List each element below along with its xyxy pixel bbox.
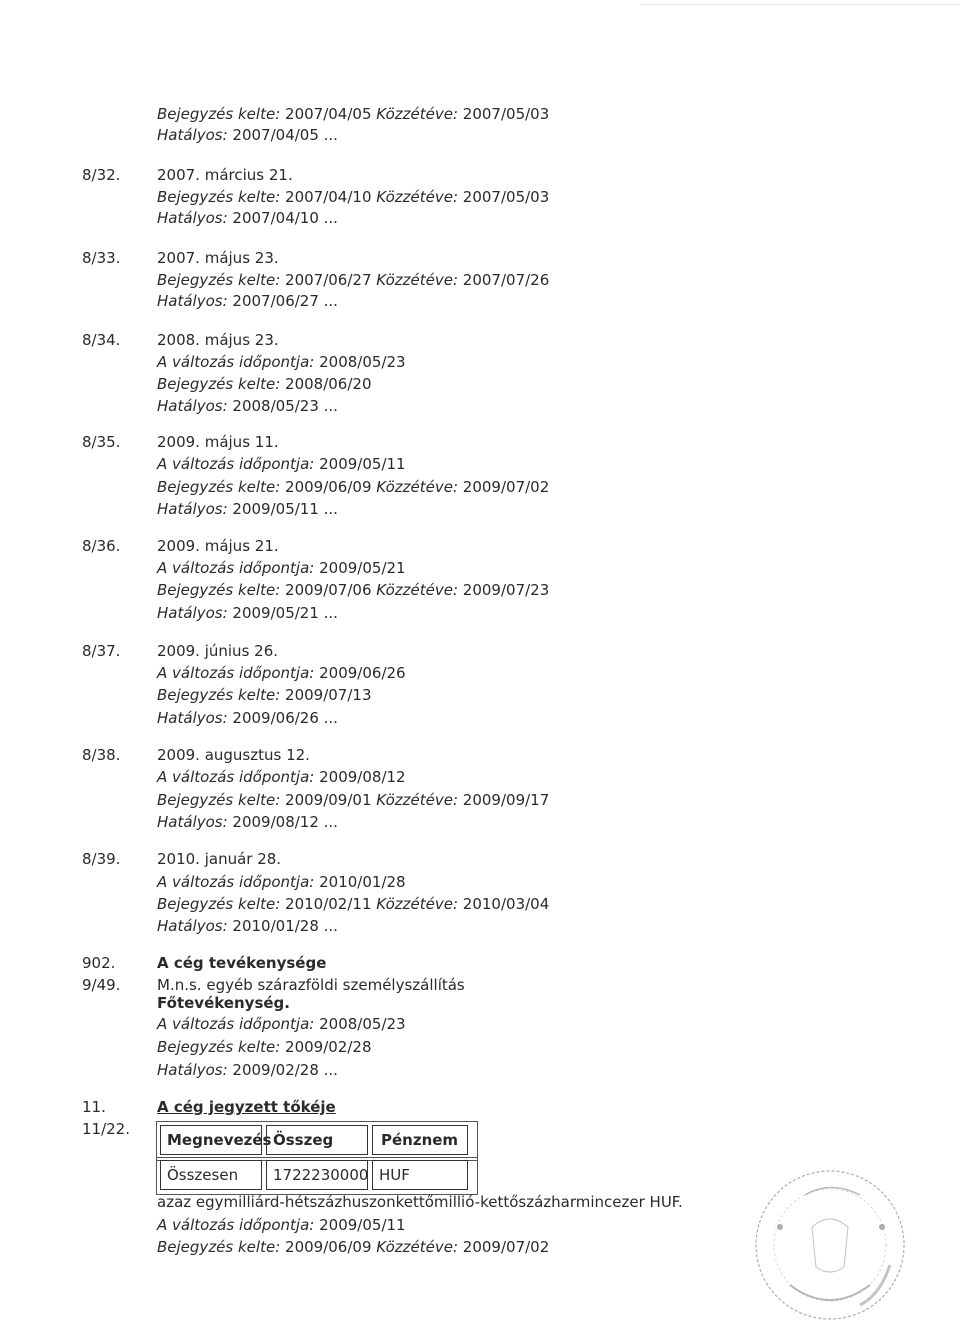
label: Bejegyzés kelte: xyxy=(157,1038,281,1056)
value: 2009/07/13 xyxy=(285,686,372,704)
effective-line xyxy=(157,916,338,936)
label: Hatályos: xyxy=(157,917,228,935)
label: Közzétéve: xyxy=(376,581,459,599)
registration-line xyxy=(157,790,549,810)
label: Bejegyzés kelte: xyxy=(157,581,281,599)
label: Közzétéve: xyxy=(376,188,459,206)
activity-text: M.n.s. egyéb szárazföldi személyszállítás xyxy=(157,976,465,994)
registration-line xyxy=(157,685,372,705)
label: A változás időpontja: xyxy=(157,559,315,577)
value: 2009/07/02 xyxy=(462,1238,550,1256)
table-cell: 1722230000 xyxy=(266,1160,368,1190)
effective-line xyxy=(157,603,338,623)
entry-number: 8/33. xyxy=(82,249,121,267)
value: 2009/05/21 xyxy=(319,559,406,577)
entry-date: 2009. augusztus 12. xyxy=(157,746,310,764)
value: 2008/05/23 ... xyxy=(232,397,338,415)
value: 2009/09/17 xyxy=(462,791,550,809)
label: Közzétéve: xyxy=(376,1238,459,1256)
value: 2010/02/11 xyxy=(285,895,372,913)
intro-effective-line xyxy=(157,125,338,145)
value: 2007/04/05 ... xyxy=(232,126,338,144)
label: Közzétéve: xyxy=(376,791,459,809)
change-line xyxy=(157,352,406,372)
registration-line xyxy=(157,1237,549,1257)
value: 2009/07/06 xyxy=(285,581,372,599)
label: Bejegyzés kelte: xyxy=(157,686,281,704)
change-line xyxy=(157,767,406,787)
label: A változás időpontja: xyxy=(157,768,315,786)
entry-number: 8/36. xyxy=(82,537,121,555)
entry-date: 2007. május 23. xyxy=(157,249,279,267)
value: 2009/09/01 xyxy=(285,791,372,809)
label: Hatályos: xyxy=(157,397,228,415)
value: 2009/05/11 xyxy=(319,455,406,473)
value: 2007/05/03 xyxy=(462,188,550,206)
intro-registration-line xyxy=(157,104,549,124)
label: Hatályos: xyxy=(157,709,228,727)
label: Közzétéve: xyxy=(376,105,459,123)
value: 2009/08/12 ... xyxy=(232,813,338,831)
label: Bejegyzés kelte: xyxy=(157,375,281,393)
entry-number: 8/39. xyxy=(82,850,121,868)
registration-line xyxy=(157,374,372,394)
value: 2008/05/23 xyxy=(319,353,406,371)
label: Hatályos: xyxy=(157,292,228,310)
registration-line xyxy=(157,270,549,290)
entry-number: 8/35. xyxy=(82,433,121,451)
value: 2009/05/21 ... xyxy=(232,604,338,622)
table-cell: Összesen xyxy=(160,1160,262,1190)
effective-line xyxy=(157,291,338,311)
capital-table-row xyxy=(160,1160,472,1190)
label: A változás időpontja: xyxy=(157,873,315,891)
label: Bejegyzés kelte: xyxy=(157,105,281,123)
value: 2008/05/23 xyxy=(319,1015,406,1033)
label: Hatályos: xyxy=(157,500,228,518)
value: 2009/06/09 xyxy=(285,478,372,496)
entry-date: 2009. május 11. xyxy=(157,433,279,451)
registration-line xyxy=(157,1037,372,1057)
registration-line xyxy=(157,477,549,497)
entry-date: 2009. június 26. xyxy=(157,642,279,660)
value: 2009/05/11 xyxy=(319,1216,406,1234)
effective-line xyxy=(157,396,338,416)
label: Bejegyzés kelte: xyxy=(157,271,281,289)
section-number: 11. xyxy=(82,1098,106,1116)
registration-line xyxy=(157,187,549,207)
label: A változás időpontja: xyxy=(157,664,315,682)
value: 2010/03/04 xyxy=(462,895,550,913)
label: Bejegyzés kelte: xyxy=(157,1238,281,1256)
label: A változás időpontja: xyxy=(157,455,315,473)
entry-date: 2008. május 23. xyxy=(157,331,279,349)
value: 2007/04/05 xyxy=(285,105,372,123)
change-line xyxy=(157,558,406,578)
value: 2009/08/12 xyxy=(319,768,406,786)
entry-number: 8/32. xyxy=(82,166,121,184)
value: 2008/06/20 xyxy=(285,375,372,393)
section-number: 902. xyxy=(82,954,116,972)
value: 2010/01/28 ... xyxy=(232,917,338,935)
value: 2009/07/23 xyxy=(462,581,550,599)
entry-number: 9/49. xyxy=(82,976,121,994)
value: 2007/07/26 xyxy=(462,271,550,289)
label: Hatályos: xyxy=(157,209,228,227)
label: Közzétéve: xyxy=(376,478,459,496)
effective-line xyxy=(157,499,338,519)
column-header: Összeg xyxy=(266,1125,368,1155)
value: 2007/05/03 xyxy=(462,105,550,123)
column-header: Pénznem xyxy=(372,1125,468,1155)
label: A változás időpontja: xyxy=(157,353,315,371)
section-title: A cég tevékenysége xyxy=(157,954,327,972)
effective-line xyxy=(157,208,338,228)
label: A változás időpontja: xyxy=(157,1015,315,1033)
notary-stamp-icon xyxy=(750,1165,910,1325)
table-cell: HUF xyxy=(372,1160,468,1190)
entry-number: 11/22. xyxy=(82,1120,130,1138)
label: Hatályos: xyxy=(157,813,228,831)
label: Hatályos: xyxy=(157,1061,228,1079)
value: 2007/04/10 ... xyxy=(232,209,338,227)
section-title: A cég jegyzett tőkéje xyxy=(157,1098,336,1116)
registration-line xyxy=(157,894,549,914)
entry-number: 8/38. xyxy=(82,746,121,764)
capital-in-words: azaz egymilliárd-hétszázhuszonkettőmillió-kettőszázharmincezer HUF. xyxy=(157,1193,683,1211)
change-line xyxy=(157,1215,406,1235)
entry-date: 2010. január 28. xyxy=(157,850,282,868)
entry-date: 2007. március 21. xyxy=(157,166,293,184)
registration-line xyxy=(157,580,549,600)
label: Bejegyzés kelte: xyxy=(157,791,281,809)
column-header: Megnevezés xyxy=(160,1125,262,1155)
capital-table-header xyxy=(160,1125,472,1155)
main-activity-label: Főtevékenység. xyxy=(157,994,290,1012)
change-line xyxy=(157,872,406,892)
value: 2010/01/28 xyxy=(319,873,406,891)
label: Közzétéve: xyxy=(376,895,459,913)
label: Bejegyzés kelte: xyxy=(157,188,281,206)
value: 2009/02/28 xyxy=(285,1038,372,1056)
label: Bejegyzés kelte: xyxy=(157,895,281,913)
value: 2007/04/10 xyxy=(285,188,372,206)
entry-number: 8/37. xyxy=(82,642,121,660)
value: 2009/06/26 ... xyxy=(232,709,338,727)
value: 2009/06/09 xyxy=(285,1238,372,1256)
label: Bejegyzés kelte: xyxy=(157,478,281,496)
value: 2009/06/26 xyxy=(319,664,406,682)
change-line xyxy=(157,454,406,474)
label: Hatályos: xyxy=(157,126,228,144)
effective-line xyxy=(157,1060,338,1080)
label: A változás időpontja: xyxy=(157,1216,315,1234)
scan-edge-line xyxy=(640,4,960,5)
label: Hatályos: xyxy=(157,604,228,622)
value: 2009/02/28 ... xyxy=(232,1061,338,1079)
change-line xyxy=(157,1014,406,1034)
entry-number: 8/34. xyxy=(82,331,121,349)
value: 2007/06/27 xyxy=(285,271,372,289)
label: Közzétéve: xyxy=(376,271,459,289)
change-line xyxy=(157,663,406,683)
effective-line xyxy=(157,708,338,728)
effective-line xyxy=(157,812,338,832)
value: 2009/05/11 ... xyxy=(232,500,338,518)
value: 2009/07/02 xyxy=(462,478,550,496)
value: 2007/06/27 ... xyxy=(232,292,338,310)
entry-date: 2009. május 21. xyxy=(157,537,279,555)
